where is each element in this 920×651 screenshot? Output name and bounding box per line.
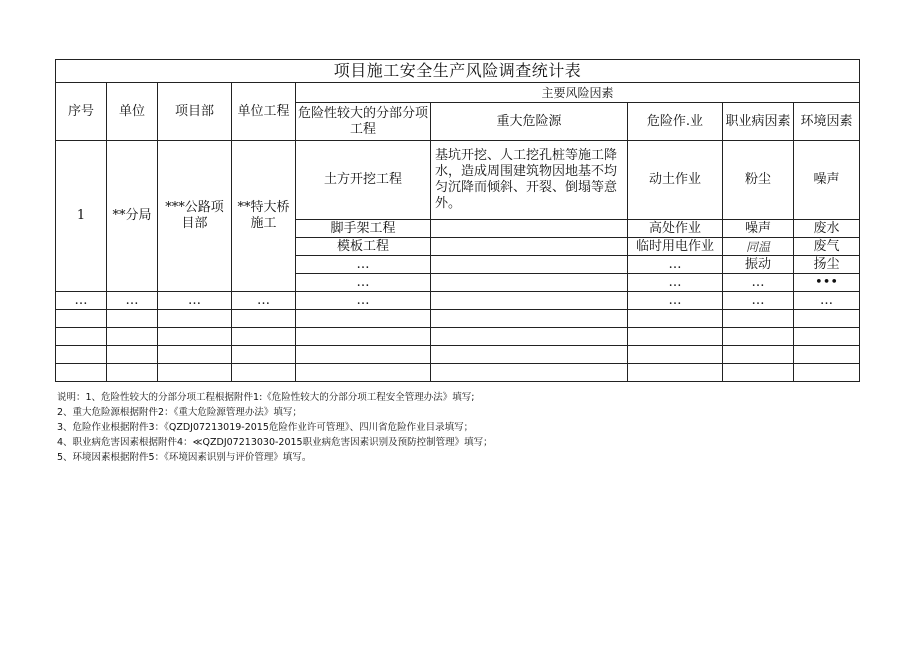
- header-unit-work: 单位工程: [232, 83, 296, 141]
- cell-environmental-factor: …: [794, 292, 860, 310]
- cell-environmental-factor: 噪声: [794, 141, 860, 220]
- cell-major-hazard: 基坑开挖、人工挖孔桩等施工降水，造成周围建筑物因地基不均匀沉降而倾斜、开裂、倒塌等意外。: [431, 141, 628, 220]
- risk-survey-table: [55, 59, 860, 382]
- cell-dangerous-work: …: [296, 256, 431, 274]
- cell-major-hazard: [431, 292, 628, 310]
- cell-environmental-factor: 扬尘: [794, 256, 860, 274]
- note-line: 5、环境因素根据附件5：《环境因素识别与评价管理》填写。: [57, 452, 312, 463]
- table-title: 项目施工安全生产风险调查统计表: [56, 60, 860, 83]
- table-row: [56, 292, 860, 310]
- cell-occupational-factor: 同温: [723, 238, 794, 256]
- header-major-hazard: 重大危险源: [431, 103, 628, 141]
- header-hazardous-operation: 危险作.业: [628, 103, 723, 141]
- cell-seq: …: [56, 292, 107, 310]
- cell-major-hazard: [431, 256, 628, 274]
- header-occupational-factor: 职业病因素: [723, 103, 794, 141]
- cell-unit-work: **特大桥施工: [232, 141, 296, 292]
- cell-hazardous-operation: …: [628, 274, 723, 292]
- cell-unit-work: …: [232, 292, 296, 310]
- cell-hazardous-operation: 高处作业: [628, 220, 723, 238]
- cell-project-dept: …: [158, 292, 232, 310]
- table-row-empty: [56, 328, 860, 346]
- table-row-empty: [56, 364, 860, 382]
- cell-unit: **分局: [107, 141, 158, 292]
- cell-hazardous-operation: 临时用电作业: [628, 238, 723, 256]
- header-project-dept: 项目部: [158, 83, 232, 141]
- table-row: [56, 141, 860, 220]
- table-row-empty: [56, 346, 860, 364]
- cell-environmental-factor: 废气: [794, 238, 860, 256]
- cell-hazardous-operation: …: [628, 292, 723, 310]
- cell-project-dept: ***公路项目部: [158, 141, 232, 292]
- cell-environmental-factor: •••: [794, 274, 860, 292]
- cell-dangerous-work: …: [296, 274, 431, 292]
- note-line: 4、职业病危害因素根据附件4：≪QZDJ07213030-2015职业病危害因素识别及预防控制管理》填写；: [57, 437, 493, 448]
- cell-occupational-factor: 振动: [723, 256, 794, 274]
- cell-hazardous-operation: …: [628, 256, 723, 274]
- cell-hazardous-operation: 动土作业: [628, 141, 723, 220]
- cell-seq: 1: [56, 141, 107, 292]
- cell-occupational-factor: 噪声: [723, 220, 794, 238]
- note-line: 3、危险作业根据附件3：《QZDJ07213019-2015危险作业许可管理》、四川省危险作业目录填写；: [57, 422, 474, 433]
- header-dangerous-work: 危险性较大的分部分项工程: [296, 103, 431, 141]
- cell-dangerous-work: 脚手架工程: [296, 220, 431, 238]
- cell-dangerous-work: 模板工程: [296, 238, 431, 256]
- cell-major-hazard: [431, 220, 628, 238]
- notes-section: [57, 390, 877, 465]
- header-unit: 单位: [107, 83, 158, 141]
- cell-dangerous-work: …: [296, 292, 431, 310]
- cell-unit: …: [107, 292, 158, 310]
- cell-dangerous-work: 土方开挖工程: [296, 141, 431, 220]
- header-main-risk-group: 主要风险因素: [296, 83, 860, 103]
- header-environmental-factor: 环境因素: [794, 103, 860, 141]
- cell-major-hazard: [431, 238, 628, 256]
- cell-occupational-factor: …: [723, 292, 794, 310]
- cell-occupational-factor: …: [723, 274, 794, 292]
- note-line: 2、重大危险源根据附件2：《重大危险源管理办法》填写；: [57, 407, 302, 418]
- cell-occupational-factor: 粉尘: [723, 141, 794, 220]
- cell-major-hazard: [431, 274, 628, 292]
- header-seq: 序号: [56, 83, 107, 141]
- note-line: 说明：1、危险性较大的分部分项工程根据附件1:《危险性较大的分部分项工程安全管理办法》填写;: [57, 392, 475, 403]
- table-row-empty: [56, 310, 860, 328]
- cell-environmental-factor: 废水: [794, 220, 860, 238]
